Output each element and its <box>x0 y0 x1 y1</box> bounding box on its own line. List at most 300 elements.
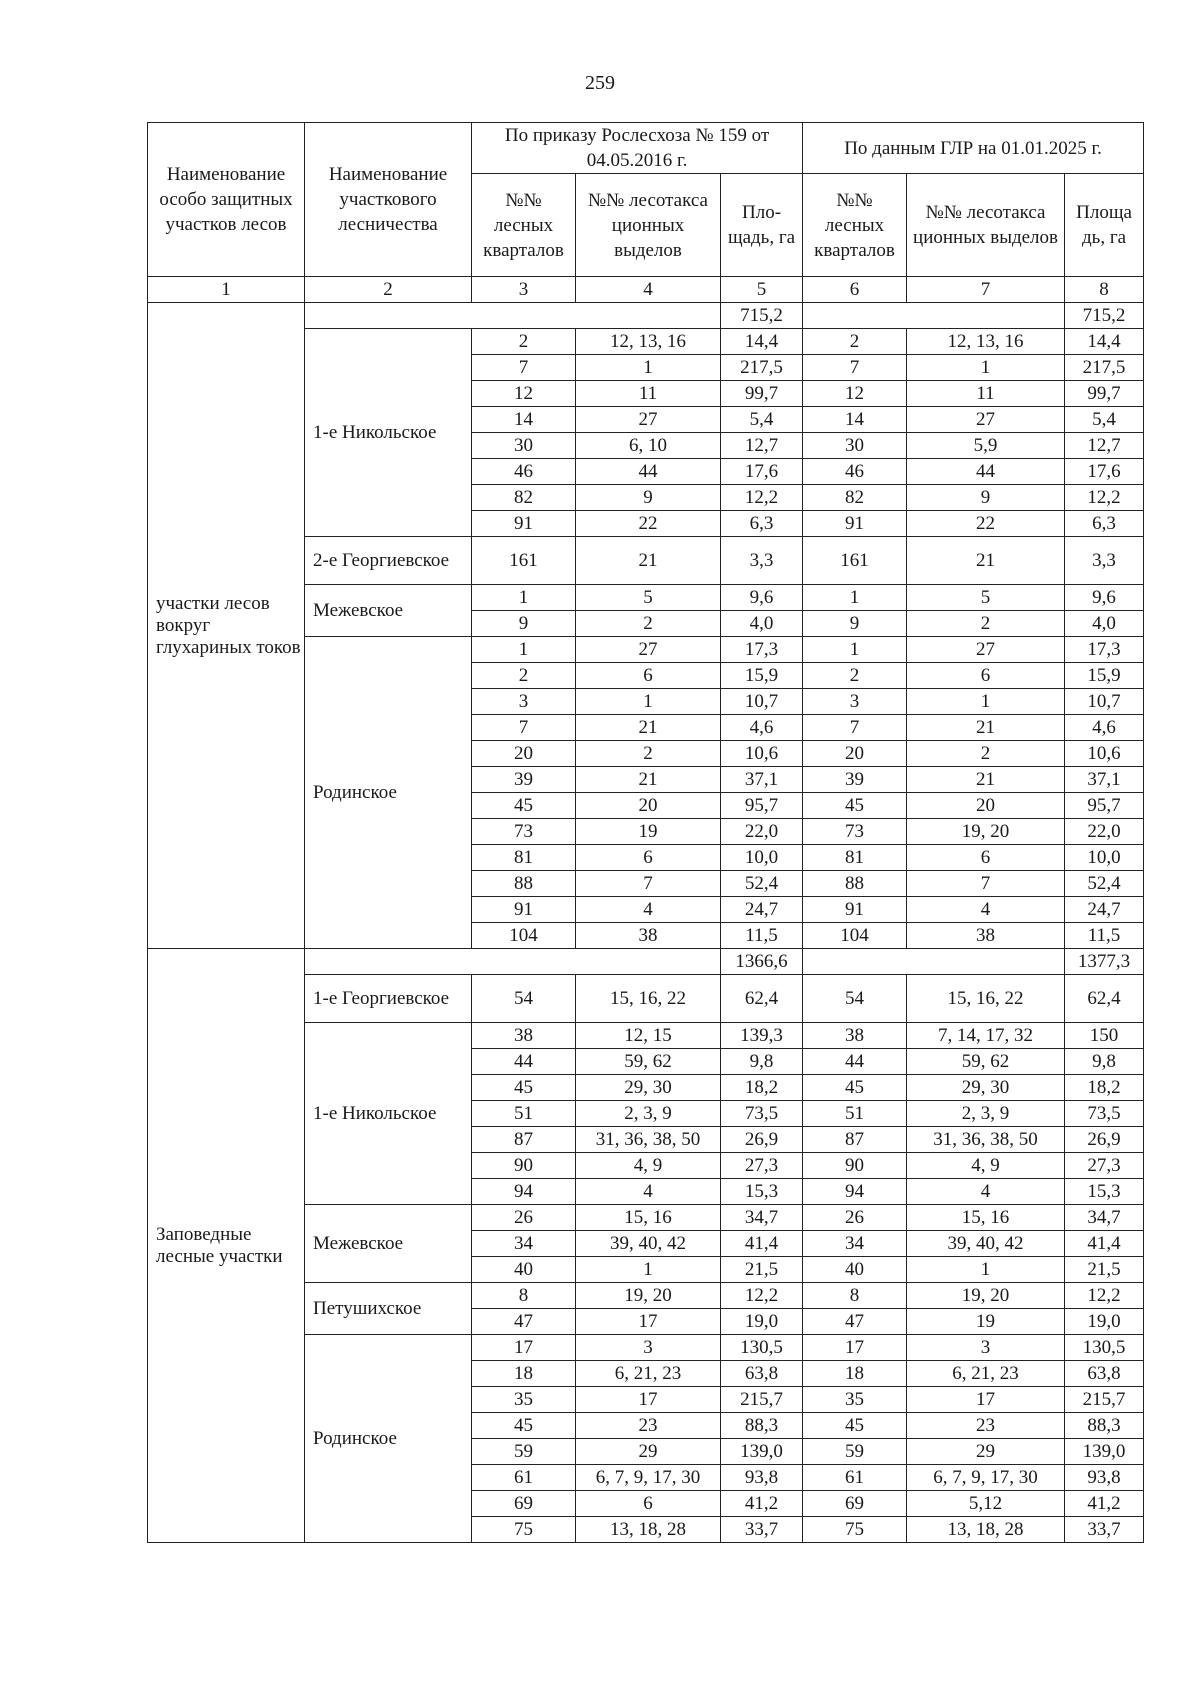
sections-b: 1 <box>907 1257 1065 1283</box>
forestry-name: Петушихское <box>305 1283 472 1335</box>
area-b: 88,3 <box>1065 1413 1144 1439</box>
area-b: 22,0 <box>1065 819 1144 845</box>
quarter-b: 44 <box>803 1049 907 1075</box>
sections-a: 19, 20 <box>576 1283 721 1309</box>
quarter-b: 104 <box>803 923 907 949</box>
total-spacer <box>803 949 1065 975</box>
quarter-a: 3 <box>472 689 576 715</box>
header-forestry: Наименование участкового лесничества <box>305 123 472 277</box>
sections-a: 29 <box>576 1439 721 1465</box>
quarter-b: 2 <box>803 663 907 689</box>
header-sections-a: №№ лесотакса ционных выделов <box>576 174 721 277</box>
area-b: 62,4 <box>1065 975 1144 1023</box>
area-a: 6,3 <box>721 511 803 537</box>
page-number: 259 <box>585 72 615 94</box>
quarter-a: 44 <box>472 1049 576 1075</box>
total-spacer <box>305 303 721 329</box>
sections-b: 59, 62 <box>907 1049 1065 1075</box>
sections-b: 22 <box>907 511 1065 537</box>
forestry-name: Родинское <box>305 1335 472 1543</box>
area-a: 139,3 <box>721 1023 803 1049</box>
area-a: 41,4 <box>721 1231 803 1257</box>
total-area-a: 715,2 <box>721 303 803 329</box>
area-b: 17,6 <box>1065 459 1144 485</box>
sections-a: 22 <box>576 511 721 537</box>
sections-a: 2, 3, 9 <box>576 1101 721 1127</box>
quarter-a: 91 <box>472 511 576 537</box>
quarter-a: 2 <box>472 329 576 355</box>
quarter-a: 7 <box>472 355 576 381</box>
sections-a: 15, 16 <box>576 1205 721 1231</box>
area-b: 26,9 <box>1065 1127 1144 1153</box>
quarter-a: 18 <box>472 1361 576 1387</box>
col-number: 7 <box>907 277 1065 303</box>
area-a: 17,3 <box>721 637 803 663</box>
area-a: 19,0 <box>721 1309 803 1335</box>
total-area-a: 1366,6 <box>721 949 803 975</box>
sections-a: 15, 16, 22 <box>576 975 721 1023</box>
quarter-a: 161 <box>472 537 576 585</box>
sections-a: 13, 18, 28 <box>576 1517 721 1543</box>
area-a: 34,7 <box>721 1205 803 1231</box>
quarter-a: 20 <box>472 741 576 767</box>
area-a: 37,1 <box>721 767 803 793</box>
sections-a: 1 <box>576 355 721 381</box>
sections-b: 19, 20 <box>907 1283 1065 1309</box>
area-a: 3,3 <box>721 537 803 585</box>
quarter-b: 7 <box>803 355 907 381</box>
quarter-b: 51 <box>803 1101 907 1127</box>
sections-b: 2 <box>907 741 1065 767</box>
quarter-b: 30 <box>803 433 907 459</box>
quarter-b: 45 <box>803 1413 907 1439</box>
area-b: 10,6 <box>1065 741 1144 767</box>
sections-a: 4, 9 <box>576 1153 721 1179</box>
quarter-b: 46 <box>803 459 907 485</box>
area-b: 130,5 <box>1065 1335 1144 1361</box>
quarter-a: 45 <box>472 1413 576 1439</box>
sections-b: 23 <box>907 1413 1065 1439</box>
sections-b: 2 <box>907 611 1065 637</box>
col-number: 3 <box>472 277 576 303</box>
quarter-a: 1 <box>472 637 576 663</box>
area-a: 11,5 <box>721 923 803 949</box>
area-a: 41,2 <box>721 1491 803 1517</box>
protected-area-name: Заповедные лесные участки <box>148 949 305 1543</box>
sections-b: 7 <box>907 871 1065 897</box>
sections-a: 23 <box>576 1413 721 1439</box>
col-number: 5 <box>721 277 803 303</box>
area-b: 21,5 <box>1065 1257 1144 1283</box>
quarter-b: 91 <box>803 897 907 923</box>
group-total-row <box>148 949 1144 975</box>
quarter-b: 7 <box>803 715 907 741</box>
area-b: 12,2 <box>1065 1283 1144 1309</box>
quarter-a: 59 <box>472 1439 576 1465</box>
quarter-a: 40 <box>472 1257 576 1283</box>
sections-b: 19, 20 <box>907 819 1065 845</box>
quarter-b: 45 <box>803 1075 907 1101</box>
quarter-b: 1 <box>803 585 907 611</box>
sections-a: 20 <box>576 793 721 819</box>
quarter-a: 88 <box>472 871 576 897</box>
sections-a: 11 <box>576 381 721 407</box>
header-quarters-a: №№ лесных кварталов <box>472 174 576 277</box>
sections-a: 27 <box>576 637 721 663</box>
area-b: 14,4 <box>1065 329 1144 355</box>
area-a: 4,6 <box>721 715 803 741</box>
quarter-a: 1 <box>472 585 576 611</box>
sections-b: 1 <box>907 355 1065 381</box>
sections-b: 5,12 <box>907 1491 1065 1517</box>
quarter-b: 20 <box>803 741 907 767</box>
sections-a: 6 <box>576 845 721 871</box>
sections-b: 29 <box>907 1439 1065 1465</box>
sections-a: 9 <box>576 485 721 511</box>
group-total-row <box>148 303 1144 329</box>
quarter-a: 87 <box>472 1127 576 1153</box>
quarter-b: 91 <box>803 511 907 537</box>
area-a: 22,0 <box>721 819 803 845</box>
area-b: 4,0 <box>1065 611 1144 637</box>
forestry-name: 2-е Георгиевское <box>305 537 472 585</box>
quarter-b: 40 <box>803 1257 907 1283</box>
sections-a: 12, 13, 16 <box>576 329 721 355</box>
quarter-a: 39 <box>472 767 576 793</box>
total-spacer <box>803 303 1065 329</box>
area-a: 15,9 <box>721 663 803 689</box>
area-b: 52,4 <box>1065 871 1144 897</box>
area-a: 95,7 <box>721 793 803 819</box>
quarter-a: 34 <box>472 1231 576 1257</box>
quarter-a: 51 <box>472 1101 576 1127</box>
quarter-b: 73 <box>803 819 907 845</box>
area-b: 18,2 <box>1065 1075 1144 1101</box>
area-b: 217,5 <box>1065 355 1144 381</box>
area-b: 17,3 <box>1065 637 1144 663</box>
sections-a: 4 <box>576 897 721 923</box>
sections-b: 6, 21, 23 <box>907 1361 1065 1387</box>
quarter-b: 9 <box>803 611 907 637</box>
quarter-a: 14 <box>472 407 576 433</box>
quarter-b: 17 <box>803 1335 907 1361</box>
sections-b: 19 <box>907 1309 1065 1335</box>
area-a: 24,7 <box>721 897 803 923</box>
quarter-b: 39 <box>803 767 907 793</box>
sections-a: 21 <box>576 715 721 741</box>
col-number: 8 <box>1065 277 1144 303</box>
sections-a: 21 <box>576 537 721 585</box>
area-b: 24,7 <box>1065 897 1144 923</box>
area-b: 10,7 <box>1065 689 1144 715</box>
area-b: 19,0 <box>1065 1309 1144 1335</box>
area-a: 26,9 <box>721 1127 803 1153</box>
sections-a: 6 <box>576 1491 721 1517</box>
sections-a: 38 <box>576 923 721 949</box>
area-a: 93,8 <box>721 1465 803 1491</box>
sections-a: 17 <box>576 1387 721 1413</box>
area-a: 130,5 <box>721 1335 803 1361</box>
area-a: 63,8 <box>721 1361 803 1387</box>
area-b: 37,1 <box>1065 767 1144 793</box>
quarter-a: 2 <box>472 663 576 689</box>
quarter-b: 45 <box>803 793 907 819</box>
total-area-b: 715,2 <box>1065 303 1144 329</box>
table-header <box>148 123 1144 303</box>
area-b: 73,5 <box>1065 1101 1144 1127</box>
quarter-a: 35 <box>472 1387 576 1413</box>
protected-area-name: участки лесов вокруг глухариных токов <box>148 303 305 949</box>
sections-b: 27 <box>907 637 1065 663</box>
area-a: 10,0 <box>721 845 803 871</box>
sections-b: 4 <box>907 1179 1065 1205</box>
area-a: 12,7 <box>721 433 803 459</box>
quarter-b: 69 <box>803 1491 907 1517</box>
quarter-b: 14 <box>803 407 907 433</box>
area-b: 41,4 <box>1065 1231 1144 1257</box>
quarter-a: 94 <box>472 1179 576 1205</box>
quarter-a: 82 <box>472 485 576 511</box>
quarter-b: 161 <box>803 537 907 585</box>
quarter-a: 47 <box>472 1309 576 1335</box>
quarter-a: 69 <box>472 1491 576 1517</box>
sections-a: 6, 21, 23 <box>576 1361 721 1387</box>
sections-b: 17 <box>907 1387 1065 1413</box>
sections-a: 1 <box>576 1257 721 1283</box>
quarter-a: 38 <box>472 1023 576 1049</box>
sections-b: 44 <box>907 459 1065 485</box>
area-b: 12,2 <box>1065 485 1144 511</box>
forestry-name: Родинское <box>305 637 472 949</box>
sections-a: 5 <box>576 585 721 611</box>
area-a: 62,4 <box>721 975 803 1023</box>
sections-a: 6, 10 <box>576 433 721 459</box>
sections-b: 15, 16, 22 <box>907 975 1065 1023</box>
quarter-b: 59 <box>803 1439 907 1465</box>
total-area-b: 1377,3 <box>1065 949 1144 975</box>
sections-b: 11 <box>907 381 1065 407</box>
quarter-b: 88 <box>803 871 907 897</box>
quarter-b: 8 <box>803 1283 907 1309</box>
quarter-b: 81 <box>803 845 907 871</box>
quarter-a: 17 <box>472 1335 576 1361</box>
sections-b: 6 <box>907 663 1065 689</box>
area-a: 99,7 <box>721 381 803 407</box>
area-a: 215,7 <box>721 1387 803 1413</box>
area-a: 12,2 <box>721 1283 803 1309</box>
quarter-a: 75 <box>472 1517 576 1543</box>
col-number: 2 <box>305 277 472 303</box>
area-a: 10,7 <box>721 689 803 715</box>
header-quarters-b: №№ лесных кварталов <box>803 174 907 277</box>
area-a: 9,6 <box>721 585 803 611</box>
quarter-b: 54 <box>803 975 907 1023</box>
area-a: 4,0 <box>721 611 803 637</box>
area-b: 5,4 <box>1065 407 1144 433</box>
quarter-b: 2 <box>803 329 907 355</box>
area-a: 18,2 <box>721 1075 803 1101</box>
forestry-name: Межевское <box>305 1205 472 1283</box>
quarter-b: 90 <box>803 1153 907 1179</box>
quarter-a: 26 <box>472 1205 576 1231</box>
sections-a: 2 <box>576 741 721 767</box>
area-b: 41,2 <box>1065 1491 1144 1517</box>
sections-b: 9 <box>907 485 1065 511</box>
quarter-a: 8 <box>472 1283 576 1309</box>
quarter-b: 38 <box>803 1023 907 1049</box>
quarter-a: 46 <box>472 459 576 485</box>
quarter-a: 61 <box>472 1465 576 1491</box>
area-b: 63,8 <box>1065 1361 1144 1387</box>
quarter-a: 30 <box>472 433 576 459</box>
total-spacer <box>305 949 721 975</box>
quarter-a: 45 <box>472 793 576 819</box>
quarter-a: 81 <box>472 845 576 871</box>
quarter-b: 18 <box>803 1361 907 1387</box>
quarter-b: 12 <box>803 381 907 407</box>
sections-b: 29, 30 <box>907 1075 1065 1101</box>
sections-a: 29, 30 <box>576 1075 721 1101</box>
sections-a: 7 <box>576 871 721 897</box>
quarter-a: 12 <box>472 381 576 407</box>
quarter-a: 91 <box>472 897 576 923</box>
area-a: 139,0 <box>721 1439 803 1465</box>
sections-b: 15, 16 <box>907 1205 1065 1231</box>
forestry-name: 1-е Никольское <box>305 1023 472 1205</box>
header-sections-b: №№ лесотакса ционных выделов <box>907 174 1065 277</box>
area-a: 15,3 <box>721 1179 803 1205</box>
sections-b: 38 <box>907 923 1065 949</box>
forest-areas-table <box>147 122 1144 1543</box>
quarter-a: 9 <box>472 611 576 637</box>
sections-b: 31, 36, 38, 50 <box>907 1127 1065 1153</box>
area-a: 21,5 <box>721 1257 803 1283</box>
forestry-name: 1-е Георгиевское <box>305 975 472 1023</box>
area-a: 5,4 <box>721 407 803 433</box>
quarter-a: 54 <box>472 975 576 1023</box>
header-area-a: Пло- щадь, га <box>721 174 803 277</box>
header-protected-areas: Наименование особо защитных участков лесов <box>148 123 305 277</box>
quarter-b: 61 <box>803 1465 907 1491</box>
area-b: 6,3 <box>1065 511 1144 537</box>
sections-b: 21 <box>907 715 1065 741</box>
sections-b: 21 <box>907 537 1065 585</box>
quarter-a: 45 <box>472 1075 576 1101</box>
area-b: 3,3 <box>1065 537 1144 585</box>
sections-a: 19 <box>576 819 721 845</box>
sections-b: 4, 9 <box>907 1153 1065 1179</box>
header-order-rosleskhoz: По приказу Рослесхоза № 159 от 04.05.2016 г. <box>472 123 803 174</box>
quarter-b: 87 <box>803 1127 907 1153</box>
area-b: 10,0 <box>1065 845 1144 871</box>
sections-b: 2, 3, 9 <box>907 1101 1065 1127</box>
area-b: 11,5 <box>1065 923 1144 949</box>
sections-b: 6, 7, 9, 17, 30 <box>907 1465 1065 1491</box>
area-b: 9,6 <box>1065 585 1144 611</box>
area-b: 99,7 <box>1065 381 1144 407</box>
sections-a: 6, 7, 9, 17, 30 <box>576 1465 721 1491</box>
sections-b: 5,9 <box>907 433 1065 459</box>
quarter-b: 34 <box>803 1231 907 1257</box>
sections-b: 7, 14, 17, 32 <box>907 1023 1065 1049</box>
forestry-name: 1-е Никольское <box>305 329 472 537</box>
sections-a: 21 <box>576 767 721 793</box>
sections-a: 1 <box>576 689 721 715</box>
area-b: 15,3 <box>1065 1179 1144 1205</box>
sections-b: 39, 40, 42 <box>907 1231 1065 1257</box>
area-a: 27,3 <box>721 1153 803 1179</box>
sections-b: 12, 13, 16 <box>907 329 1065 355</box>
quarter-b: 3 <box>803 689 907 715</box>
sections-a: 2 <box>576 611 721 637</box>
quarter-b: 35 <box>803 1387 907 1413</box>
area-a: 9,8 <box>721 1049 803 1075</box>
sections-a: 27 <box>576 407 721 433</box>
sections-b: 21 <box>907 767 1065 793</box>
sections-b: 3 <box>907 1335 1065 1361</box>
quarter-b: 1 <box>803 637 907 663</box>
quarter-b: 47 <box>803 1309 907 1335</box>
sections-a: 44 <box>576 459 721 485</box>
sections-a: 17 <box>576 1309 721 1335</box>
area-b: 4,6 <box>1065 715 1144 741</box>
area-a: 10,6 <box>721 741 803 767</box>
forestry-name: Межевское <box>305 585 472 637</box>
area-b: 95,7 <box>1065 793 1144 819</box>
quarter-a: 73 <box>472 819 576 845</box>
quarter-b: 26 <box>803 1205 907 1231</box>
sections-a: 3 <box>576 1335 721 1361</box>
area-a: 14,4 <box>721 329 803 355</box>
col-number: 4 <box>576 277 721 303</box>
area-a: 17,6 <box>721 459 803 485</box>
quarter-a: 7 <box>472 715 576 741</box>
header-glr-data: По данным ГЛР на 01.01.2025 г. <box>803 123 1144 174</box>
sections-a: 39, 40, 42 <box>576 1231 721 1257</box>
area-b: 150 <box>1065 1023 1144 1049</box>
area-b: 12,7 <box>1065 433 1144 459</box>
sections-b: 27 <box>907 407 1065 433</box>
area-a: 217,5 <box>721 355 803 381</box>
area-b: 93,8 <box>1065 1465 1144 1491</box>
area-b: 215,7 <box>1065 1387 1144 1413</box>
sections-b: 5 <box>907 585 1065 611</box>
quarter-b: 82 <box>803 485 907 511</box>
sections-b: 4 <box>907 897 1065 923</box>
table-body <box>148 303 1144 1543</box>
header-area-b: Площа дь, га <box>1065 174 1144 277</box>
sections-b: 13, 18, 28 <box>907 1517 1065 1543</box>
area-b: 15,9 <box>1065 663 1144 689</box>
sections-a: 4 <box>576 1179 721 1205</box>
area-a: 88,3 <box>721 1413 803 1439</box>
sections-b: 20 <box>907 793 1065 819</box>
area-b: 34,7 <box>1065 1205 1144 1231</box>
sections-b: 1 <box>907 689 1065 715</box>
area-b: 33,7 <box>1065 1517 1144 1543</box>
area-a: 73,5 <box>721 1101 803 1127</box>
area-b: 139,0 <box>1065 1439 1144 1465</box>
quarter-a: 104 <box>472 923 576 949</box>
sections-a: 12, 15 <box>576 1023 721 1049</box>
sections-b: 6 <box>907 845 1065 871</box>
sections-a: 59, 62 <box>576 1049 721 1075</box>
area-b: 27,3 <box>1065 1153 1144 1179</box>
quarter-b: 94 <box>803 1179 907 1205</box>
col-number: 6 <box>803 277 907 303</box>
col-number: 1 <box>148 277 305 303</box>
area-a: 52,4 <box>721 871 803 897</box>
